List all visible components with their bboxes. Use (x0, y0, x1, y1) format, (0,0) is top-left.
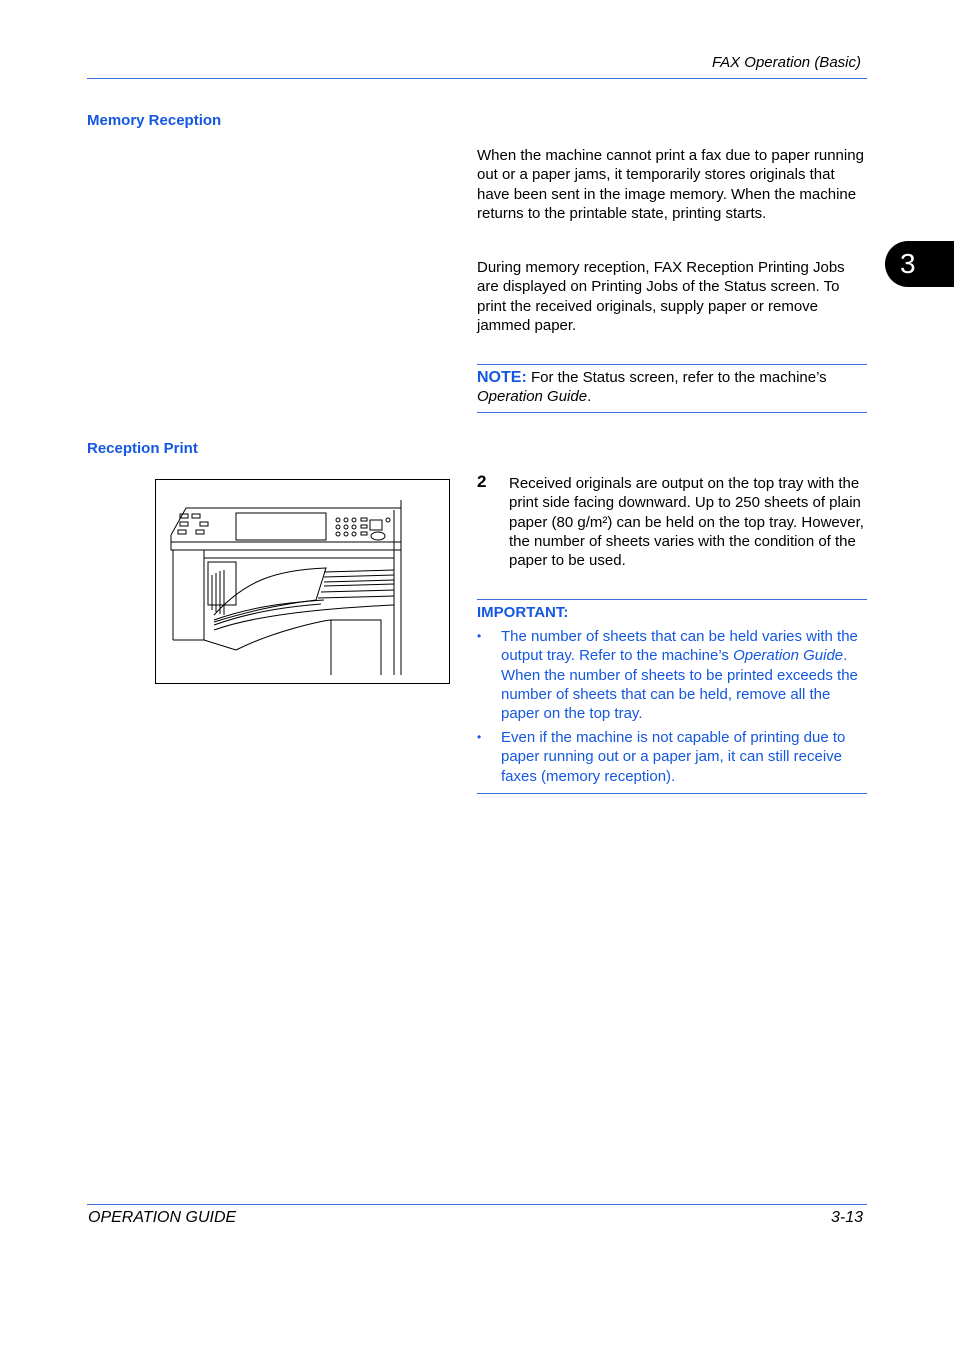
important-bullet-2 (477, 728, 867, 786)
bullet-1-text-b: . When the number of sheets to be printed exceeds the number of sheets that can be held, remove all the paper on the top tray. (501, 647, 858, 723)
step-text: Received originals are output on the top tray with the print side facing downward. Up to 250 sheets of plain paper (80 g/m²) can be held on the top tray. However, the number of sheets varies with the condition of the paper to be used. (509, 475, 864, 570)
footer-guide-title: OPERATION GUIDE (88, 1209, 237, 1226)
memory-reception-paragraph-2: During memory reception, FAX Reception Printing Jobs are displayed on Printing Jobs of the Status screen. To print the received originals, supply paper or remove jammed paper. (477, 259, 845, 334)
bullet-symbol: • (477, 730, 482, 744)
printer-drawing (156, 480, 449, 683)
note-label: NOTE: (477, 369, 527, 386)
section-heading-reception-print: Reception Print (87, 440, 198, 457)
header-rule (87, 78, 867, 79)
output-tray-illustration (155, 479, 450, 684)
note-box (477, 364, 867, 413)
note-italic: Operation Guide (477, 388, 588, 405)
step-number: 2 (477, 472, 487, 491)
page-number: 3-13 (830, 1209, 863, 1226)
important-label: IMPORTANT: (477, 604, 569, 621)
chapter-tab: 3 (885, 241, 954, 287)
bullet-1-text-a: The number of sheets that can be held varies with the output tray. Refer to the machine’s (501, 628, 858, 665)
section-heading-memory-reception: Memory Reception (87, 112, 222, 129)
important-bullet-1 (477, 627, 867, 723)
bullet-symbol: • (477, 629, 482, 643)
bullet-1-italic: Operation Guide (733, 647, 844, 665)
footer-rule (87, 1204, 867, 1205)
note-text: For the Status screen, refer to the machine’s (526, 369, 827, 386)
memory-reception-paragraph-1: When the machine cannot print a fax due to paper running out or a paper jams, it temporarily stores originals that have been sent in the image memory. When the machine returns to the printable state, printing starts. (477, 147, 864, 222)
running-header: FAX Operation (Basic) (712, 54, 861, 71)
bullet-2-text: Even if the machine is not capable of printing due to paper running out or a paper jam, it can still receive faxes (memory reception). (501, 729, 846, 785)
note-end: . (587, 388, 592, 405)
